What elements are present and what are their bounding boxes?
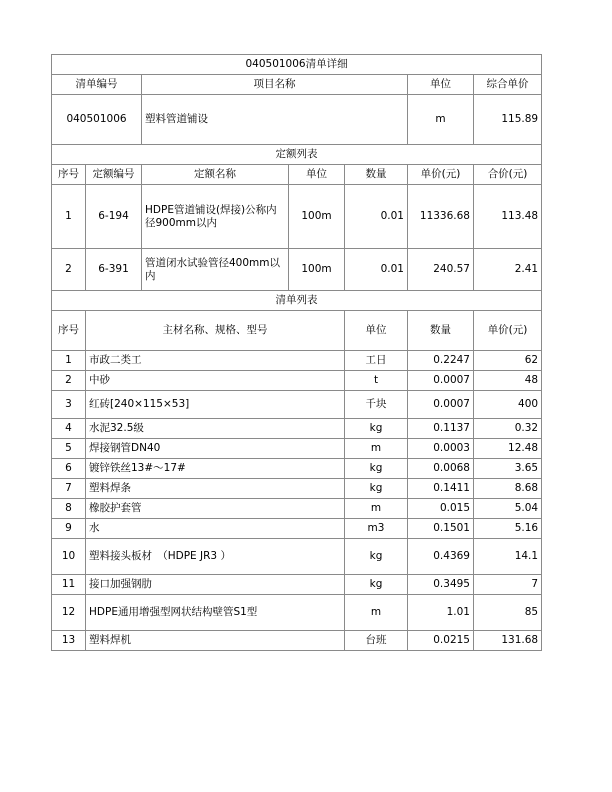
header-price: 综合单价	[474, 75, 542, 95]
quota-header-unit: 单位	[289, 165, 345, 185]
materials-row	[52, 595, 542, 631]
material-name: 镀锌铁丝13#～17#	[86, 459, 345, 479]
material-price: 62	[474, 351, 542, 371]
item-code: 040501006	[52, 95, 142, 145]
materials-body	[52, 351, 542, 651]
material-qty: 0.0007	[408, 371, 474, 391]
material-name: 塑料焊机	[86, 631, 345, 651]
item-price: 115.89	[474, 95, 542, 145]
material-unit: 千块	[345, 391, 408, 419]
quota-section-row	[52, 145, 542, 165]
header-unit: 单位	[408, 75, 474, 95]
material-unit: kg	[345, 419, 408, 439]
material-qty: 0.1501	[408, 519, 474, 539]
material-qty: 0.1137	[408, 419, 474, 439]
material-price: 131.68	[474, 631, 542, 651]
material-name: 焊接钢管DN40	[86, 439, 345, 459]
quota-name: HDPE管道铺设(焊接)公称内径900mm以内	[142, 185, 289, 249]
material-price: 400	[474, 391, 542, 419]
material-price: 0.32	[474, 419, 542, 439]
materials-row	[52, 391, 542, 419]
quota-header-code: 定额编号	[86, 165, 142, 185]
material-unit: t	[345, 371, 408, 391]
material-qty: 0.0068	[408, 459, 474, 479]
materials-row	[52, 479, 542, 499]
quota-header-name: 定额名称	[142, 165, 289, 185]
materials-row	[52, 351, 542, 371]
material-name: HDPE通用增强型网状结构壁管S1型	[86, 595, 345, 631]
material-unit: m	[345, 595, 408, 631]
materials-row	[52, 631, 542, 651]
materials-section-title: 清单列表	[52, 291, 542, 311]
material-seq: 3	[52, 391, 86, 419]
quota-header-price: 单价(元)	[408, 165, 474, 185]
item-name: 塑料管道铺设	[142, 95, 408, 145]
material-price: 3.65	[474, 459, 542, 479]
material-unit: m	[345, 499, 408, 519]
material-qty: 0.4369	[408, 539, 474, 575]
material-qty: 0.0003	[408, 439, 474, 459]
material-name: 中砂	[86, 371, 345, 391]
material-seq: 7	[52, 479, 86, 499]
material-qty: 0.015	[408, 499, 474, 519]
bill-header-row	[52, 75, 542, 95]
materials-header-name: 主材名称、规格、型号	[86, 311, 345, 351]
material-name: 水泥32.5级	[86, 419, 345, 439]
quota-code: 6-391	[86, 249, 142, 291]
material-unit: m3	[345, 519, 408, 539]
material-name: 接口加强钢肋	[86, 575, 345, 595]
material-price: 7	[474, 575, 542, 595]
material-name: 水	[86, 519, 345, 539]
materials-header-price: 单价(元)	[474, 311, 542, 351]
item-unit: m	[408, 95, 474, 145]
quota-header-total: 合价(元)	[474, 165, 542, 185]
material-qty: 0.3495	[408, 575, 474, 595]
material-unit: kg	[345, 479, 408, 499]
quota-unit: 100m	[289, 185, 345, 249]
material-seq: 9	[52, 519, 86, 539]
quota-unit: 100m	[289, 249, 345, 291]
material-price: 5.16	[474, 519, 542, 539]
quota-price: 11336.68	[408, 185, 474, 249]
title-row	[52, 55, 542, 75]
material-seq: 13	[52, 631, 86, 651]
material-seq: 5	[52, 439, 86, 459]
material-qty: 0.2247	[408, 351, 474, 371]
material-unit: kg	[345, 459, 408, 479]
bill-detail-table	[51, 54, 542, 651]
quota-header-seq: 序号	[52, 165, 86, 185]
material-qty: 0.0007	[408, 391, 474, 419]
quota-total: 2.41	[474, 249, 542, 291]
material-price: 5.04	[474, 499, 542, 519]
header-name: 项目名称	[142, 75, 408, 95]
material-unit: kg	[345, 575, 408, 595]
materials-row	[52, 519, 542, 539]
material-seq: 8	[52, 499, 86, 519]
quota-header-row	[52, 165, 542, 185]
materials-row	[52, 575, 542, 595]
material-price: 85	[474, 595, 542, 631]
material-price: 48	[474, 371, 542, 391]
material-price: 12.48	[474, 439, 542, 459]
quota-total: 113.48	[474, 185, 542, 249]
materials-row	[52, 539, 542, 575]
material-unit: 台班	[345, 631, 408, 651]
quota-row	[52, 249, 542, 291]
materials-section-row	[52, 291, 542, 311]
material-name: 塑料接头板材 （HDPE JR3 ）	[86, 539, 345, 575]
material-seq: 6	[52, 459, 86, 479]
material-unit: m	[345, 439, 408, 459]
material-seq: 12	[52, 595, 86, 631]
material-qty: 0.0215	[408, 631, 474, 651]
quota-row	[52, 185, 542, 249]
material-price: 14.1	[474, 539, 542, 575]
header-code: 清单编号	[52, 75, 142, 95]
material-seq: 4	[52, 419, 86, 439]
quota-header-qty: 数量	[345, 165, 408, 185]
quota-name: 管道闭水试验管径400mm以内	[142, 249, 289, 291]
quota-seq: 2	[52, 249, 86, 291]
materials-header-seq: 序号	[52, 311, 86, 351]
quota-seq: 1	[52, 185, 86, 249]
quota-qty: 0.01	[345, 185, 408, 249]
material-name: 市政二类工	[86, 351, 345, 371]
material-seq: 10	[52, 539, 86, 575]
materials-row	[52, 371, 542, 391]
quota-qty: 0.01	[345, 249, 408, 291]
material-name: 红砖[240×115×53]	[86, 391, 345, 419]
materials-header-row	[52, 311, 542, 351]
materials-header-qty: 数量	[408, 311, 474, 351]
material-price: 8.68	[474, 479, 542, 499]
material-name: 橡胶护套管	[86, 499, 345, 519]
material-unit: 工日	[345, 351, 408, 371]
material-seq: 2	[52, 371, 86, 391]
materials-row	[52, 419, 542, 439]
material-unit: kg	[345, 539, 408, 575]
materials-row	[52, 439, 542, 459]
materials-row	[52, 459, 542, 479]
bill-item-row	[52, 95, 542, 145]
material-seq: 1	[52, 351, 86, 371]
materials-header-unit: 单位	[345, 311, 408, 351]
quota-section-title: 定额列表	[52, 145, 542, 165]
material-qty: 1.01	[408, 595, 474, 631]
material-qty: 0.1411	[408, 479, 474, 499]
material-name: 塑料焊条	[86, 479, 345, 499]
quota-price: 240.57	[408, 249, 474, 291]
table-title: 040501006清单详细	[52, 55, 542, 75]
materials-row	[52, 499, 542, 519]
material-seq: 11	[52, 575, 86, 595]
quota-code: 6-194	[86, 185, 142, 249]
